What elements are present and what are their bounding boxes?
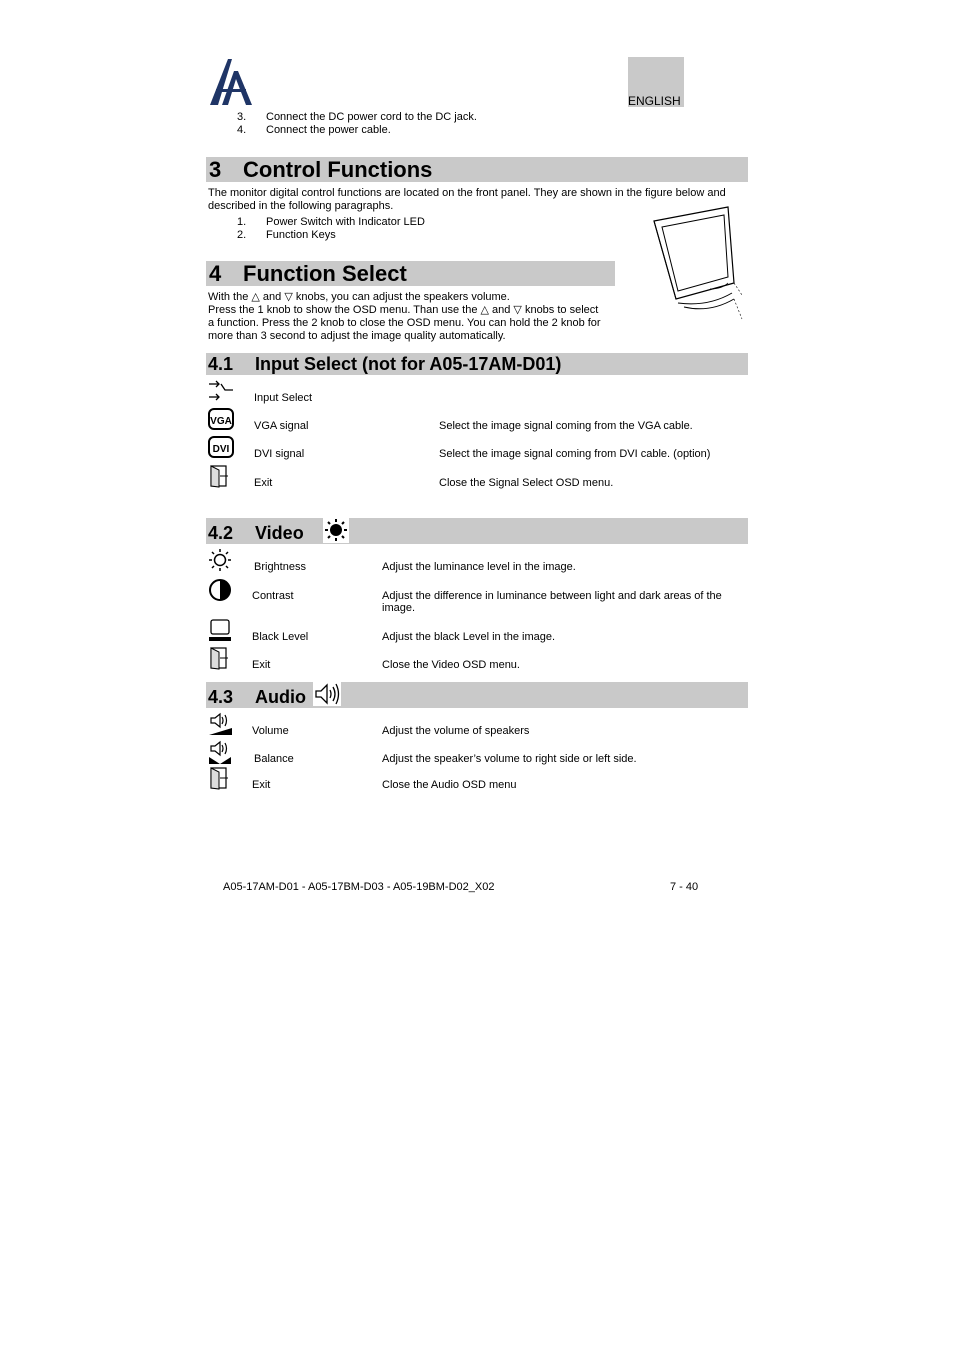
section-4-line: more than 3 second to adjust the image quality automatically. [208,330,506,342]
black-level-description: Adjust the black Level in the image. [382,631,556,643]
volume-description: Adjust the volume of speakers [382,725,530,737]
brightness-label: Brightness [254,561,306,573]
section-3-paragraph: The monitor digital control functions are located on the front panel. They are shown in the figure below and described in the following paragraphs. [208,187,726,212]
list-item-num: 4. [237,124,247,136]
footer-page-number: 7 - 40 [670,881,699,893]
exit-icon [208,766,230,790]
section-3-number: 3 [209,157,222,182]
exit-description: Close the Signal Select OSD menu. [439,477,614,489]
section-4-line: With the △ and ▽ knobs, you can adjust the speakers volume. [208,291,510,303]
monitor-illustration [648,203,746,323]
contrast-icon [208,578,232,602]
vga-description: Select the image signal coming from the VGA cable. [439,420,693,432]
input-select-icon [208,379,234,403]
section-4-title: Function Select [243,261,407,286]
language-label: ENGLISH [628,94,681,108]
dvi-icon [208,436,234,458]
exit-label: Exit [252,779,271,791]
section-4-2-number: 4.2 [208,523,234,543]
atlantis-logo [208,57,254,107]
brightness-description: Adjust the luminance level in the image. [382,561,576,573]
volume-icon [208,712,234,736]
list-item-text: Power Switch with Indicator LED [266,216,425,228]
contrast-label: Contrast [252,590,294,602]
balance-icon [208,740,234,766]
list-item-num: 1. [237,216,247,228]
black-level-icon [208,618,232,642]
input-select-label: Input Select [254,392,313,404]
exit-description: Close the Video OSD menu. [382,659,520,671]
video-icon [323,518,349,543]
section-4-3-title: Audio [255,687,306,707]
vga-label: VGA signal [254,420,309,432]
brightness-icon [208,548,232,572]
section-4-1-title: Input Select (not for A05-17AM-D01) [255,354,562,374]
list-item-num: 3. [237,111,247,123]
section-4-1-number: 4.1 [208,354,234,374]
list-item-text: Connect the DC power cord to the DC jack. [266,111,477,123]
balance-label: Balance [254,753,294,765]
dvi-label: DVI signal [254,448,305,460]
section-4-line: a function. Press the 2 knob to close the OSD menu. You can hold the 2 knob for [208,317,601,329]
list-item-text: Function Keys [266,229,336,241]
balance-description: Adjust the speaker’s volume to right side or left side. [382,753,637,765]
audio-icon [313,682,341,706]
volume-label: Volume [252,725,289,737]
exit-description: Close the Audio OSD menu [382,779,517,791]
exit-label: Exit [254,477,273,489]
list-item-num: 2. [237,229,247,241]
section-4-line: Press the 1 knob to show the OSD menu. Than use the △ and ▽ knobs to select [208,304,599,316]
exit-label: Exit [252,659,271,671]
black-level-label: Black Level [252,631,309,643]
footer-models: A05-17AM-D01 - A05-17BM-D03 - A05-19BM-D02_X02 [223,881,495,893]
svg-text:VGA: VGA [210,416,232,427]
svg-text:DVI: DVI [212,444,230,455]
contrast-description: Adjust the difference in luminance between light and dark areas of the image. [382,590,722,614]
section-4-2-title: Video [255,523,304,543]
section-3-title: Control Functions [243,157,433,182]
exit-icon [208,646,230,670]
list-item-text: Connect the power cable. [266,124,391,136]
vga-icon [208,408,234,430]
section-4-number: 4 [209,261,222,286]
dvi-description: Select the image signal coming from DVI cable. (option) [439,448,711,460]
section-4-3-number: 4.3 [208,687,234,707]
exit-icon [208,464,230,488]
